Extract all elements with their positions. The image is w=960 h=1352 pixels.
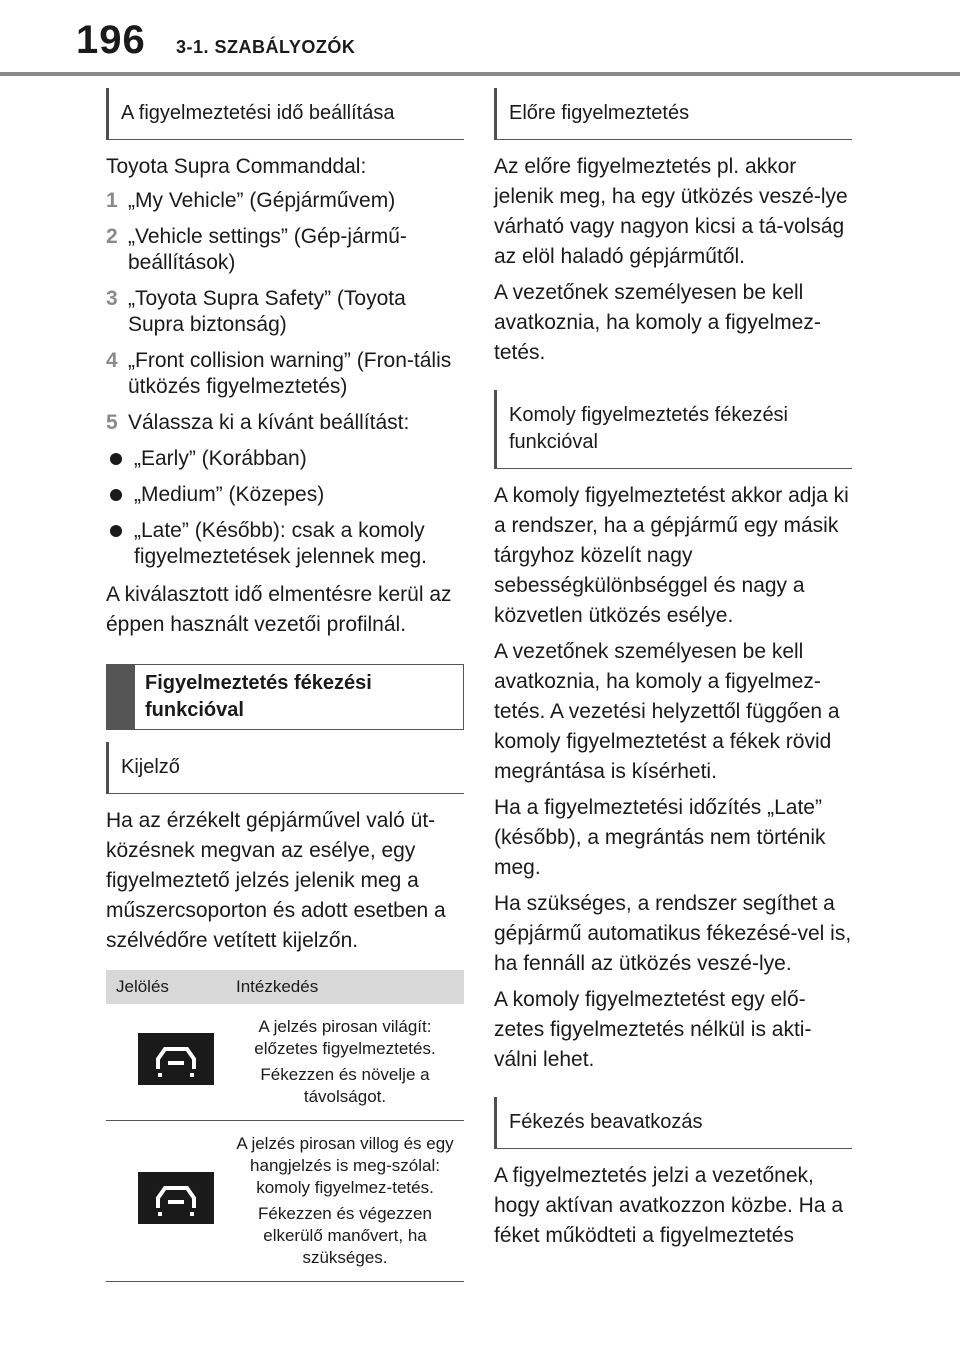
left-column <box>106 88 464 1282</box>
step-item: 1 „My Vehicle” (Gépjárművem) <box>106 189 396 212</box>
bullet-item: „Early” (Korábban) <box>106 446 464 472</box>
step-item: 5 Válassza ki a kívánt beállítást: <box>106 411 410 434</box>
paragraph: A vezetőnek személyesen be kell avatkoznia, ha komoly a figyelmez-tetés. A vezetési helyzettől függően a komoly figyelmeztetést a fékek rövid megrántása is kísérheti. <box>494 640 840 783</box>
bullet-dot-icon <box>110 453 122 465</box>
chapter-title: 3-1. SZABÁLYOZÓK <box>176 37 356 57</box>
table-row <box>106 1121 464 1282</box>
bullet-dot-icon <box>110 489 122 501</box>
paragraph: Ha szükséges, a rendszer segíthet a gépjármű automatikus fékezésé-vel is, ha fennáll az ütközés veszé-lye. <box>494 892 852 975</box>
intro-text: Toyota Supra Commanddal: <box>106 155 367 178</box>
table-header <box>106 970 464 1004</box>
table-row <box>106 1004 464 1121</box>
table-cell-text: A jelzés pirosan villog és egy hangjelzés is meg-szólal: komoly figyelmez-tetés. <box>236 1134 454 1197</box>
table-header-cell: Jelölés <box>106 970 226 1004</box>
subheading-brake-intervention: Fékezés beavatkozás <box>494 1097 852 1149</box>
paragraph: Az előre figyelmeztetés pl. akkor jelenik meg, ha egy ütközés veszé-lye várható vagy nagyon kicsi a tá-volság az elöl haladó gépjárműtől. <box>494 155 848 268</box>
subheading-pre-warning: Előre figyelmeztetés <box>494 88 852 140</box>
symbol-table <box>106 970 464 1282</box>
table-cell-text: A jelzés pirosan világít: előzetes figyelmeztetés. <box>254 1017 436 1058</box>
bullet-dot-icon <box>110 525 122 537</box>
subheading-acute-warning: Komoly figyelmeztetés fékezési funkcióval <box>494 390 852 469</box>
display-text: Ha az érzékelt gépjárművel való üt-közésnek megvan az esélye, egy figyelmeztető jelzés jelenik meg a műszercsoporton és adott esetben a szélvédőre vetített kijelzőn. <box>106 809 446 952</box>
section-title: Figyelmeztetés fékezési funkcióval <box>145 672 372 721</box>
table-cell-text: Fékezzen és növelje a távolságot. <box>260 1065 430 1106</box>
paragraph: Ha a figyelmeztetési időzítés „Late” (később), a megrántás nem történik meg. <box>494 796 826 879</box>
header-rule <box>0 72 960 76</box>
table-header-cell: Intézkedés <box>226 970 464 1004</box>
car-front-warning-flashing-icon <box>138 1172 214 1224</box>
bullet-item: „Late” (Később): csak a komoly figyelmeztetések jelennek meg. <box>106 518 464 570</box>
subheading-display: Kijelző <box>106 742 464 794</box>
saved-note: A kiválasztott idő elmentésre kerül az éppen használt vezetői profilnál. <box>106 583 452 636</box>
paragraph: A vezetőnek személyesen be kell avatkoznia, ha komoly a figyelmez-tetés. <box>494 281 821 364</box>
table-cell-text: Fékezzen és végezzen elkerülő manővert, ha szükséges. <box>258 1204 432 1267</box>
step-item: 4 „Front collision warning” (Fron-tális ütközés figyelmeztetés) <box>106 349 452 398</box>
car-front-warning-icon <box>138 1033 214 1085</box>
subheading-warning-time: A figyelmeztetési idő beállítása <box>106 88 464 140</box>
page-number: 196 <box>76 18 146 62</box>
paragraph: A figyelmeztetés jelzi a vezetőnek, hogy aktívan avatkozzon közbe. Ha a féket működteti a figyelmeztetés <box>494 1164 844 1247</box>
paragraph: A komoly figyelmeztetést akkor adja ki a rendszer, ha a gépjármű egy másik tárgyhoz közelít nagy sebességkülönbséggel és nagy a közvetlen ütközés esélye. <box>494 484 849 627</box>
bullet-item: „Medium” (Közepes) <box>106 482 464 508</box>
paragraph: A komoly figyelmeztetést egy elő-zetes figyelmeztetés nélkül is akti-válni lehet. <box>494 988 812 1071</box>
section-heading <box>106 664 464 730</box>
step-item: 2 „Vehicle settings” (Gép-jármű-beállítások) <box>106 225 407 274</box>
step-item: 3 „Toyota Supra Safety” (Toyota Supra biztonság) <box>106 287 406 336</box>
right-column <box>494 88 852 1257</box>
